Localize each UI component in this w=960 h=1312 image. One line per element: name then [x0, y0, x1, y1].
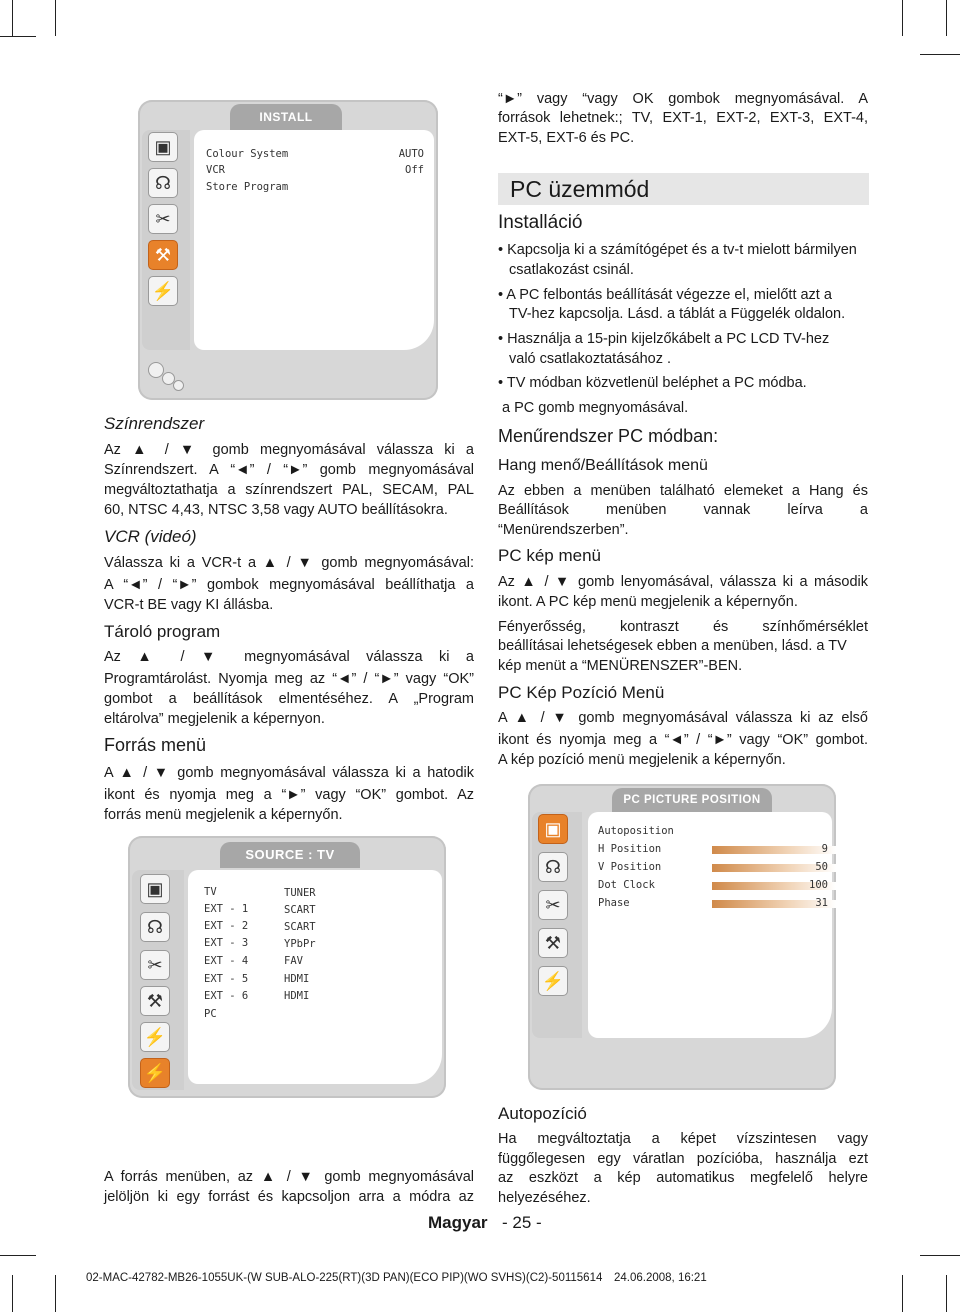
- menu-row-label[interactable]: Autoposition: [598, 825, 674, 837]
- menu-row-value: FAV: [284, 955, 303, 967]
- menu-row-label[interactable]: EXT - 3: [204, 937, 249, 949]
- paragraph-line: A forrás menüben, az ▲ / ▼ gomb megnyomásával: [104, 1169, 474, 1185]
- pc-menu-icon-strip: [532, 812, 582, 1038]
- paragraph-line: EXT-5, EXT-6 és PC.: [498, 130, 635, 146]
- crop-mark: [55, 1275, 56, 1312]
- paragraph-line: VCR-t BE vagy KI állásba.: [104, 597, 274, 613]
- menu-row-label[interactable]: Colour System: [206, 148, 289, 160]
- menu-row-label[interactable]: EXT - 6: [204, 990, 249, 1002]
- paragraph-line: gombot a beállítások elmentéséhez. A „Program: [104, 691, 474, 707]
- paragraph-line: “►” vagy “vagy OK gombok megnyomásával. A: [498, 91, 868, 107]
- paragraph-line: 60, NTSC 4,43, NTSC 3,58 vagy AUTO beállításokra.: [104, 502, 448, 518]
- menu-row-value: HDMI: [284, 990, 310, 1002]
- paragraph-line: Ha megváltoztatja a képet vízszintesen vagy: [498, 1131, 868, 1147]
- plug-icon[interactable]: ⚡: [148, 276, 178, 306]
- menu-row-label[interactable]: Phase: [598, 897, 630, 909]
- menu-row-value: Off: [405, 164, 424, 176]
- source-menu-title: SOURCE : TV: [220, 842, 360, 868]
- heading-forras-menu: Forrás menü: [104, 735, 207, 755]
- menu-row-label[interactable]: EXT - 1: [204, 903, 249, 915]
- paragraph-line: az eszközt a kép automatikus megfelelő helyre: [498, 1170, 868, 1186]
- install-menu: [138, 100, 438, 400]
- paragraph-line: Fényerősség, kontraszt és színhőmérséklet: [498, 619, 868, 635]
- menu-row-value: 50: [815, 861, 828, 873]
- paragraph-line: Válassza ki a VCR-t a ▲ / ▼ gomb megnyomásával:: [104, 555, 474, 571]
- crop-mark: [946, 0, 947, 36]
- heading-szinrendszer: Színrendszer: [104, 414, 205, 433]
- paragraph-line: Programtárolást. Nyomja meg az “◄” / “►” vagy “OK”: [104, 671, 474, 687]
- menu-row-label[interactable]: Store Program: [206, 181, 289, 193]
- paragraph-line: függőlegesen egy váratlan pozícióba, használja ezt: [498, 1151, 868, 1167]
- heading-taro-program: Tároló program: [104, 622, 221, 641]
- paragraph-line: forrás menü megjelenik a képernyőn.: [104, 807, 343, 823]
- menu-row-value: AUTO: [398, 148, 424, 160]
- tv-icon[interactable]: ▣: [140, 874, 170, 904]
- bullet-line: a PC gomb megnyomásával.: [502, 400, 689, 416]
- crop-mark: [55, 0, 56, 36]
- wrench-icon[interactable]: ⚒: [140, 986, 170, 1016]
- menu-row-label[interactable]: EXT - 5: [204, 973, 249, 985]
- menu-row-label[interactable]: PC: [204, 1008, 217, 1020]
- pc-menu-panel: [588, 812, 832, 1038]
- paragraph-line: beállításai lehetségesek ebben a menüben, lásd. a TV: [498, 638, 847, 654]
- bullet-line: • A PC felbontás beállítását végezze el, mielőtt azt a: [498, 287, 832, 303]
- menu-row-value: YPbPr: [284, 938, 316, 950]
- menu-row-label[interactable]: H Position: [598, 843, 662, 855]
- menu-row-value: HDMI: [284, 973, 310, 985]
- heading-hang-menu: Hang menő/Beállítások menü: [498, 457, 708, 474]
- menu-row-value: TUNER: [284, 887, 316, 899]
- paragraph-line: A ▲ / ▼ gomb megnyomásával válassza ki az első: [498, 710, 868, 726]
- tools-icon[interactable]: ✂: [538, 890, 568, 920]
- pc-mode-title: PC üzemmód: [510, 176, 650, 202]
- headphones-icon[interactable]: ☊: [538, 852, 568, 882]
- tools-icon[interactable]: ✂: [140, 950, 170, 980]
- paragraph-line: Színrendszert. A “◄” / “►” gomb megnyomásával: [104, 462, 474, 478]
- source-icon[interactable]: ⚡: [140, 1058, 170, 1088]
- bullet-line: TV-hez kapcsolja. Lásd. a táblát a Függelék oldalon.: [509, 306, 846, 322]
- paragraph-line: Beállítások menüben vannak leírva a: [498, 502, 868, 518]
- source-menu-panel: [188, 870, 442, 1084]
- heading-vcr: VCR (videó): [104, 527, 197, 546]
- paragraph-line: jelöljön ki egy forrást és kapcsoljon arra a módra az: [104, 1189, 474, 1205]
- headphones-icon[interactable]: ☊: [140, 912, 170, 942]
- paragraph-line: eltárolva” megjelenik a képernyon.: [104, 711, 325, 727]
- monitor-icon[interactable]: ▣: [538, 814, 568, 844]
- plug-icon[interactable]: ⚡: [538, 966, 568, 996]
- bullet-line: • TV módban közvetlenül beléphet a PC módba.: [498, 375, 807, 391]
- paragraph-line: megváltoztathatja a színrendszert PAL, SECAM, PAL: [104, 482, 474, 498]
- heading-pc-kep-menu: PC kép menü: [498, 546, 601, 565]
- paragraph-line: ikont és nyomja meg a “◄” / “►” vagy “OK” gombot.: [498, 732, 868, 748]
- install-menu-title: INSTALL: [230, 104, 342, 130]
- tools-icon[interactable]: ✂: [148, 204, 178, 234]
- menu-row-label[interactable]: TV: [204, 886, 217, 898]
- menu-row-label[interactable]: VCR: [206, 164, 225, 176]
- wrench-icon[interactable]: ⚒: [538, 928, 568, 958]
- bullet-line: • Kapcsolja ki a számítógépet és a tv-t mielott bármilyen: [498, 242, 857, 258]
- page-number: - 25 -: [502, 1213, 542, 1232]
- install-menu-panel: [194, 130, 434, 350]
- crop-mark: [920, 1255, 960, 1256]
- source-menu: [128, 836, 446, 1098]
- tv-icon[interactable]: ▣: [148, 132, 178, 162]
- heading-pc-kep-pozicio: PC Kép Pozíció Menü: [498, 683, 665, 702]
- crop-mark: [12, 1275, 13, 1312]
- paragraph-line: források lehetnek:; TV, EXT-1, EXT-2, EXT-3, EXT-4,: [498, 110, 868, 126]
- crop-mark: [0, 1255, 36, 1256]
- paragraph-line: Az ▲ / ▼ megnyomásával válassza ki a: [104, 649, 474, 665]
- headphones-icon[interactable]: ☊: [148, 168, 178, 198]
- paragraph-line: A ▲ / ▼ gomb megnyomásával válassza ki a hatodik: [104, 765, 474, 781]
- paragraph-line: ikont. A PC kép menü megjelenik a képernyőn.: [498, 594, 798, 610]
- menu-row-value: SCART: [284, 921, 316, 933]
- menu-row-value: 100: [809, 879, 828, 891]
- menu-row-label[interactable]: EXT - 4: [204, 955, 249, 967]
- paragraph-line: Az ▲ / ▼ gomb lenyomásával, válassza ki a második: [498, 574, 868, 590]
- footer-date: 24.06.2008, 16:21: [614, 1272, 707, 1284]
- crop-mark: [0, 36, 36, 37]
- wrench-icon[interactable]: ⚒: [148, 240, 178, 270]
- crop-mark: [946, 1275, 947, 1312]
- crop-mark: [12, 0, 13, 36]
- heading-autopozicio: Autopozíció: [498, 1104, 587, 1123]
- paragraph-line: Az ▲ / ▼ gomb megnyomásával válassza ki a: [104, 442, 474, 458]
- paragraph-line: kép menüt a “MENÜRENSZER”-BEN.: [498, 658, 743, 674]
- plug-icon[interactable]: ⚡: [140, 1022, 170, 1052]
- menu-row-label[interactable]: EXT - 2: [204, 920, 249, 932]
- menu-row-label[interactable]: Dot Clock: [598, 879, 655, 891]
- pc-picture-position-menu: [528, 784, 836, 1090]
- h-position-slider[interactable]: [712, 846, 836, 854]
- heading-installacio: Installáció: [498, 212, 583, 233]
- crop-mark: [902, 0, 903, 36]
- paragraph-line: A kép pozíció menü megjelenik a képernyőn.: [498, 752, 786, 768]
- paragraph-line: Az ebben a menüben található elemeket a Hang és: [498, 483, 868, 499]
- crop-mark: [902, 1275, 903, 1312]
- pc-menu-title: PC PICTURE POSITION: [612, 788, 772, 812]
- paragraph-line: ikont és nyomja meg a “►” vagy “OK” gombot. Az: [104, 787, 474, 803]
- paragraph-line: A “◄” / “►” gombok megnyomásával beállíthatja a: [104, 577, 474, 593]
- menu-row-value: SCART: [284, 904, 316, 916]
- menu-row-value: 31: [815, 897, 828, 909]
- paragraph-line: “Menürendszerben”.: [498, 522, 629, 538]
- footer-file-id: 02-MAC-42782-MB26-1055UK-(W SUB-ALO-225(RT)(3D PAN)(ECO PIP)(WO SVHS)(C2)-50115614: [86, 1272, 603, 1284]
- bullet-line: • Használja a 15-pin kijelzőkábelt a PC LCD TV-hez: [498, 331, 830, 347]
- heading-menurendszer: Menűrendszer PC módban:: [498, 426, 719, 446]
- crop-mark: [920, 54, 960, 55]
- footer-language: Magyar: [428, 1213, 488, 1232]
- bullet-line: csatlakozást csinál.: [509, 262, 634, 278]
- menu-row-value: 9: [821, 843, 828, 855]
- paragraph-line: helyezéséhez.: [498, 1190, 591, 1206]
- menu-row-label[interactable]: V Position: [598, 861, 662, 873]
- bullet-line: való csatlakoztatásához .: [509, 351, 672, 367]
